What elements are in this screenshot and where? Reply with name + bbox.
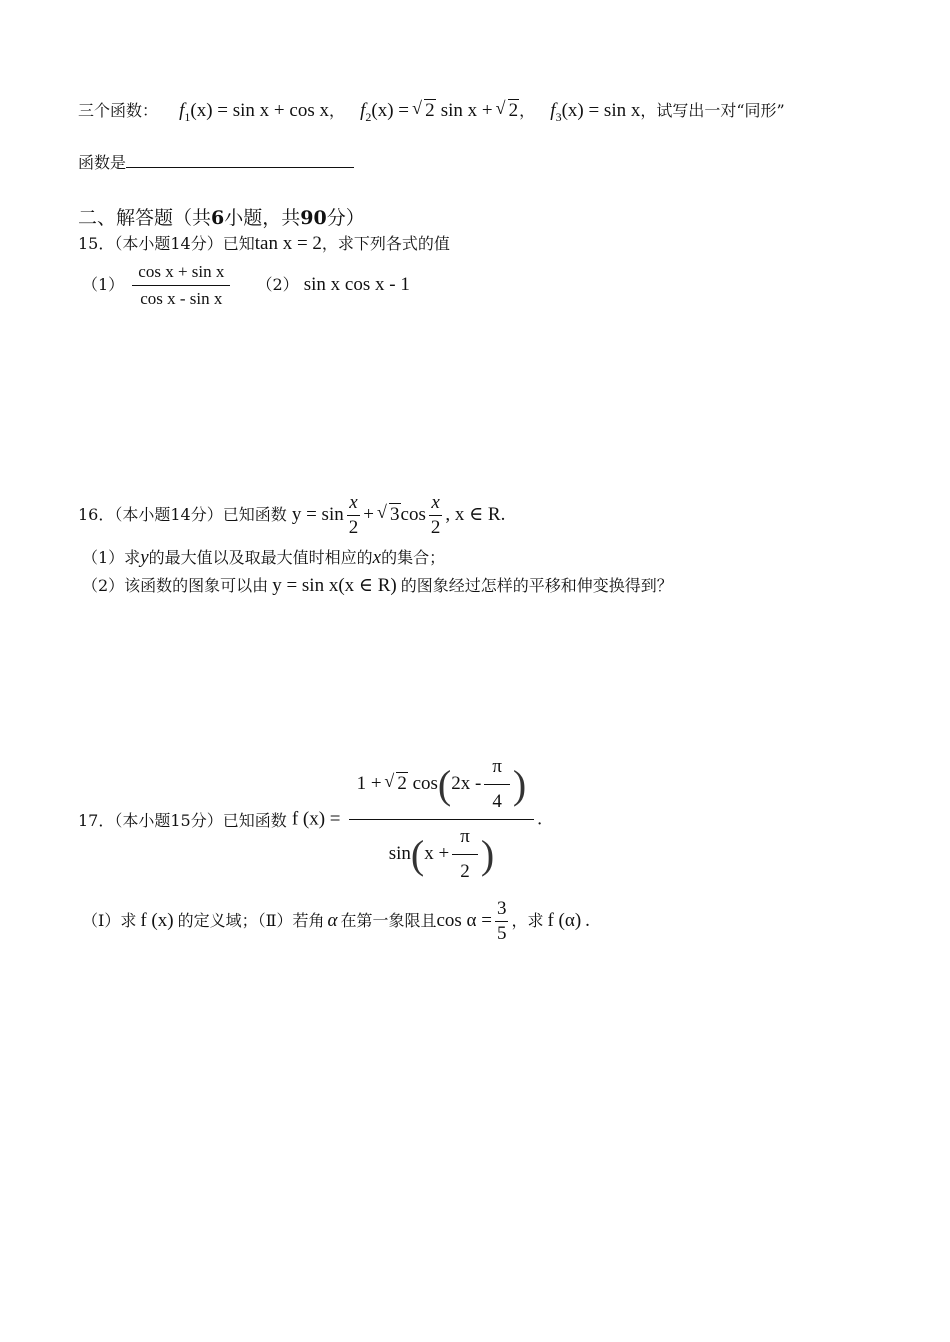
q14-f2-eq: (x) = — [371, 100, 409, 121]
q15-part1-label: （1） — [82, 275, 125, 294]
q15-part2-expr: sin x cos x - 1 — [303, 274, 410, 295]
q14-f2-sin: sin x + — [440, 100, 493, 121]
q14-tail: ，试写出一对“同形” — [640, 101, 785, 120]
section2-count: 6 — [211, 207, 225, 229]
q14-f2-name: f — [360, 100, 366, 121]
section2-title — [78, 203, 365, 230]
section2-title-c: 分） — [326, 207, 365, 229]
q17-part-cos: cos α = — [436, 910, 492, 931]
q15-label: 15．（本小题14分）已知 — [78, 234, 255, 253]
q16-frac1: $\frac{x}{2}$ — [348, 492, 359, 538]
q17-label: 17．（本小题15分）已知函数 — [78, 811, 287, 830]
section2-title-a: 二、解答题（共 — [78, 207, 212, 229]
q14-f3-name: f — [550, 100, 556, 121]
q14-f3-expr: (x) = sin x — [561, 100, 641, 121]
q16-eq-c: cos — [400, 504, 426, 525]
q16-eq-a: y = sin — [291, 504, 344, 525]
q17-part-d: ，求 — [511, 911, 544, 930]
q17-period: . — [537, 808, 542, 830]
section2-points: 90 — [300, 207, 327, 229]
q17-numerator: 1 + √ 2 cos(2x - $\frac{\pi}{4}$ ) — [349, 756, 535, 820]
q15-parts — [82, 262, 410, 309]
q16-part1-b: 的最大值以及取最大值时相应的 — [148, 548, 373, 567]
q17-part-alpha: α — [327, 910, 338, 931]
q16-part2-expr: y = sin x(x ∈ R) — [272, 575, 397, 596]
q17-lhs: f (x) = — [291, 808, 341, 830]
q17-part-falpha: f (α) — [547, 910, 582, 931]
q15-part1-numerator: cos x + sin x — [132, 262, 230, 286]
q14-f2-sub: 2 — [365, 110, 372, 124]
q14-f1-name: f — [179, 100, 185, 121]
q16-frac2: $\frac{x}{2}$ — [430, 492, 441, 538]
q15-part2-label: （2） — [256, 275, 299, 294]
q15-tail: ，求下列各式的值 — [321, 234, 450, 253]
q16-part1-c: 的集合； — [381, 548, 446, 567]
q17-main-fraction — [349, 756, 535, 883]
q17-part-a: （Ⅰ）求 — [82, 911, 137, 930]
q14-f3-sub: 3 — [555, 110, 562, 124]
q16-eq-b: + — [363, 504, 374, 525]
q16-part2-a: （2）该函数的图象可以由 — [82, 576, 269, 595]
q16-part1-a: （1）求 — [82, 548, 141, 567]
q17-parts — [82, 898, 590, 945]
q17-denominator: sin(x + $\frac{\pi}{2}$ ) — [388, 826, 495, 882]
q17-part-b: 的定义域；（Ⅱ）若角 — [177, 911, 325, 930]
q17-stem — [78, 756, 542, 883]
q15-condition: tan x = 2 — [254, 233, 322, 254]
q15-part1-denominator: cos x - sin x — [140, 289, 223, 308]
q16-part2 — [82, 573, 673, 597]
q17-part-f: f (x) — [140, 910, 174, 931]
q14-f1-sub: 1 — [184, 110, 191, 124]
q16-stem — [78, 492, 505, 539]
q14-answer-blank — [126, 153, 354, 168]
q14-sep1: ， — [328, 101, 345, 120]
q16-part1-var2: x — [372, 547, 382, 568]
q14-sep2: ， — [519, 101, 536, 120]
q16-part1 — [82, 545, 445, 569]
q14-f1-expr: (x) = sin x + cos x — [190, 100, 329, 121]
q16-part2-b: 的图象经过怎样的平移和伸变换得到？ — [400, 576, 673, 595]
q16-sqrt: √ 3 — [379, 504, 401, 526]
q17-part-e: . — [585, 910, 590, 931]
q14-line2 — [78, 150, 354, 173]
q16-part1-var: y — [140, 547, 149, 568]
q14-line1 — [78, 98, 785, 125]
q15-part1-fraction — [132, 262, 230, 309]
q17-part-fraction: $\frac{3}{5}$ — [496, 898, 507, 944]
q16-label: 16．（本小题14分）已知函数 — [78, 505, 287, 524]
q14-answer-label: 函数是 — [78, 153, 127, 172]
q14-f2-sqrt2: √ 2 — [498, 100, 520, 122]
q14-f2-sqrt1: √ 2 — [414, 100, 436, 122]
q14-intro: 三个函数： — [78, 101, 159, 120]
q15-stem — [78, 231, 450, 255]
q17-part-c: 在第一象限且 — [340, 911, 437, 930]
section2-title-b: 小题，共 — [224, 207, 301, 229]
q16-eq-d: , x ∈ R. — [445, 504, 506, 525]
